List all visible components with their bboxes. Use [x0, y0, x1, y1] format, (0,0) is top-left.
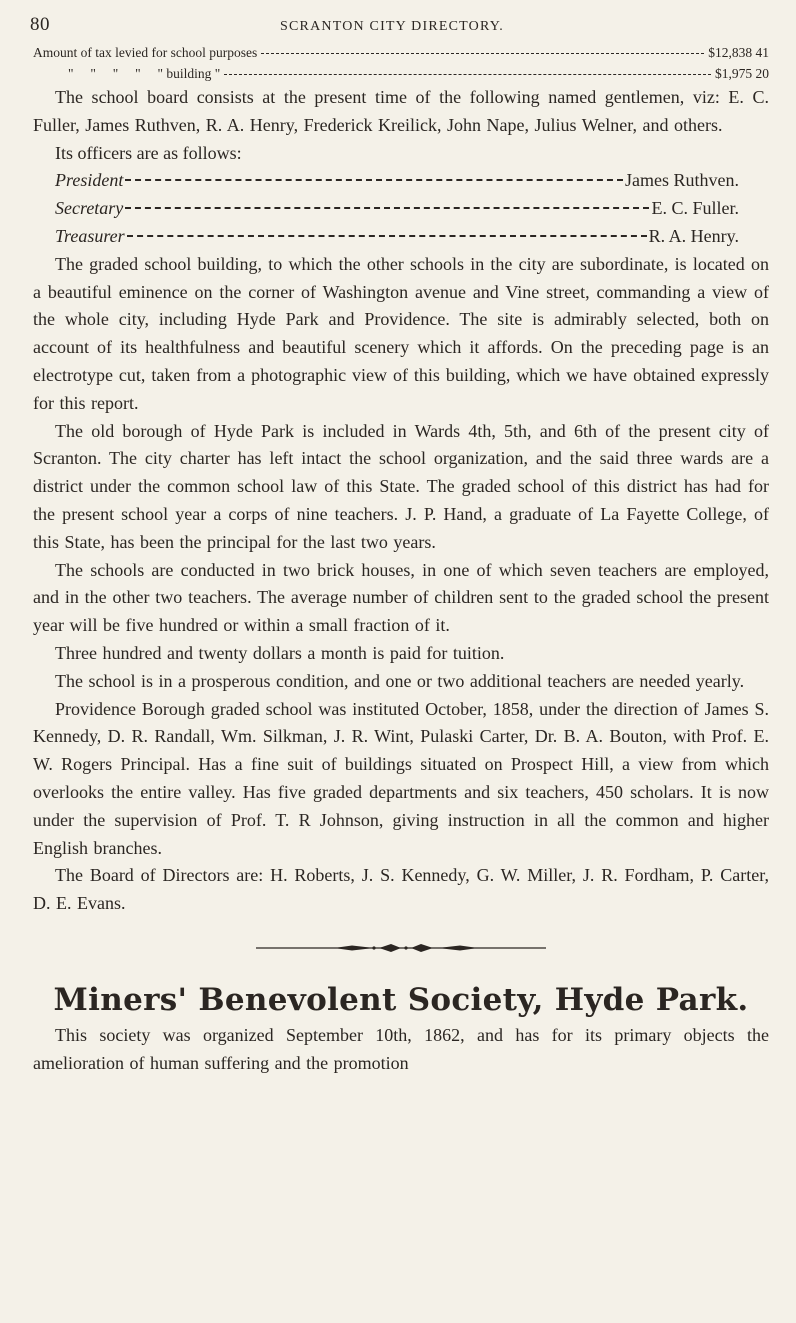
ornamental-divider — [33, 918, 769, 978]
paragraph-old-borough: The old borough of Hyde Park is included in Wards 4th, 5th, and 6th of the present city of Scranton. The city charter has left intact the school organization, and the said three wards are a district under the common school law of this State. The graded school of this district has had for the present school year a corps of nine teachers. J. P. Hand, a graduate of La Fayette College, of this State, has been the principal for the last two years. — [33, 420, 769, 552]
paragraph-brick-houses: The schools are conducted in two brick houses, in one of which seven teachers are employed, and in the other two teachers. The average number of children sent to the graded school the present year will be five hundred or within a small fraction of it. — [33, 559, 769, 636]
leader-dots — [127, 235, 647, 237]
tax-amount: $1,975 20 — [715, 66, 769, 81]
tax-label: Amount of tax levied for school purposes — [33, 45, 258, 60]
officer-title: President — [55, 170, 124, 191]
officer-title: Secretary — [55, 198, 124, 219]
paragraph-officers-intro: Its officers are as follows: — [55, 142, 242, 163]
officer-row-treasurer — [33, 223, 769, 251]
leader-dots — [224, 74, 711, 75]
officer-row-secretary — [33, 195, 769, 223]
officer-title: Treasurer — [55, 225, 125, 246]
paragraph-prosperous: The school is in a prosperous condition, and one or two additional teachers are needed yearly. — [55, 670, 745, 691]
leader-dots — [125, 179, 623, 181]
tax-label: " " " " " building " — [68, 66, 221, 81]
page-number: 80 — [30, 14, 50, 35]
officer-name: James Ruthven. — [625, 170, 739, 191]
leader-dots — [125, 207, 649, 209]
tax-row-building — [33, 63, 769, 84]
paragraph-society: This society was organized September 10th, 1862, and has for its primary objects the amelioration of human suffering and the promotion — [33, 1024, 769, 1073]
ornament-rule-icon — [256, 941, 546, 955]
paragraph-school-board: The school board consists at the present time of the following named gentlemen, viz: E. C. Fuller, James Ruthven, R. A. Henry, Frederick Kreilick, John Nape, Julius Welner, and others. — [33, 87, 769, 135]
running-head — [30, 14, 769, 42]
officer-row-president — [33, 167, 769, 195]
paragraph-graded-building: The graded school building, to which the other schools in the city are subordinate, is located on a beautiful eminence on the corner of Washington avenue and Vine street, commanding a view of the whole city, including Hyde Park and Providence. The site is admirably selected, both on account of its healthfulness and beautiful scenery which it affords. On the preceding page is an electrotype cut, taken from a photographic view of this building, which we have obtained expressly for this report. — [33, 253, 769, 413]
running-title: SCRANTON CITY DIRECTORY. — [280, 19, 504, 34]
paragraph-directors: The Board of Directors are: H. Roberts, J. S. Kennedy, G. W. Miller, J. R. Fordham, P. Carter, D. E. Evans. — [33, 865, 769, 914]
officer-name: E. C. Fuller. — [651, 198, 739, 219]
tax-row-school-purposes — [33, 42, 769, 63]
officer-name: R. A. Henry. — [648, 225, 739, 246]
section-heading: Miners' Benevolent Society, Hyde Park. — [53, 981, 749, 1018]
paragraph-providence: Providence Borough graded school was instituted October, 1858, under the direction of James S. Kennedy, D. R. Randall, Wm. Silkman, J. R. Wint, Pulaski Carter, Dr. B. A. Bouton, with Prof. E. W. Rogers Principal. Has a fine suit of buildings situated on Prospect Hill, a view from which overlooks the entire valley. Has five graded departments and six teachers, 450 scholars. It is now under the supervision of Prof. T. R Johnson, giving instruction in all the common and higher English branches. — [33, 698, 769, 858]
directory-page — [30, 14, 769, 1314]
tax-amount: $12,838 41 — [708, 45, 769, 60]
leader-dots — [261, 53, 704, 54]
paragraph-tuition: Three hundred and twenty dollars a month is paid for tuition. — [55, 642, 505, 663]
